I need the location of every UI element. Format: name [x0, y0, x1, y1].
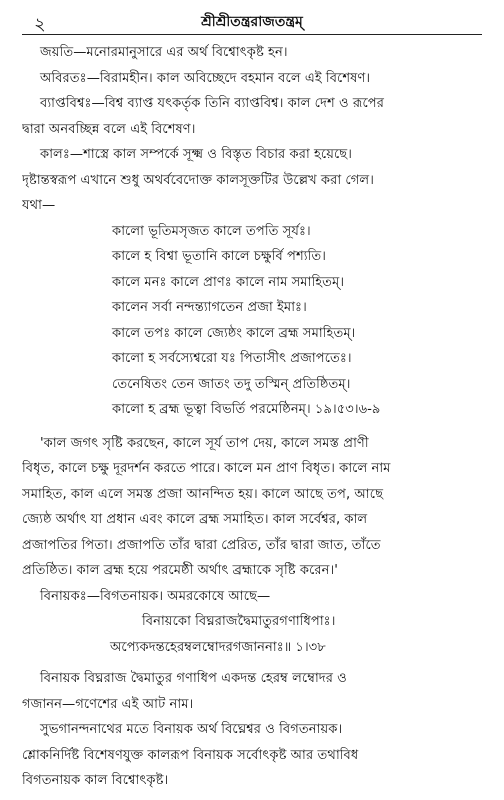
page-header [22, 8, 482, 36]
running-title: শ্রীশ্রীতন্ত্ররাজতন্ত্রম্ [201, 14, 303, 30]
text-line: দৃষ্টান্তস্বরূপ এখানে শুধু অথর্ববেদোক্ত কালসূক্তটির উল্লেখ করা গেল। [22, 172, 374, 188]
text-line: প্রজাপতির পিতা। প্রজাপতি তাঁর দ্বারা প্রেরিত, তাঁর দ্বারা জাত, তাঁতে [22, 537, 381, 553]
text-line: বিনায়কো বিঘ্নরাজদ্বৈমাতুরগণাধিপাঃ। [142, 614, 336, 629]
text-line: 'কাল জগৎ সৃষ্টি করছেন, কালে সূর্য তাপ দেয়, কালে সমস্ত প্রাণী [40, 435, 369, 451]
text-line: বিনায়ক বিঘ্নরাজ দ্বৈমাতুর গণাধিপ একদন্ত হেরম্ব লম্বোদর ও [40, 671, 347, 686]
page-number: ২ [34, 14, 46, 35]
text-line: শ্লোকনির্দিষ্ট বিশেষণযুক্ত কালরূপ বিনায়ক সর্বোৎকৃষ্ট আর তথাবিধ [22, 747, 359, 763]
text-line: দ্বারা অনবচ্ছিন্ন বলে এই বিশেষণ। [22, 121, 196, 137]
text-line: অপ্যেকদন্তহেরম্বলম্বোদরগজাননাঃ॥ ১।৩৮ [110, 639, 326, 655]
text-line: তেনেষিতং তেন জাতং তদু তস্মিন্ প্রতিষ্ঠিতম্। [112, 376, 351, 392]
text-line: কালে তপঃ কালে জ্যেষ্ঠং কালে ব্রহ্ম সমাহিতম্। [112, 325, 356, 341]
header-rule [22, 34, 482, 35]
text-line: কালে মনঃ কালে প্রাণঃ কালে নাম সমাহিতম্। [112, 274, 345, 290]
text-line: অবিরতঃ—বিরামহীন। কাল অবিচ্ছেদে বহমান বলে এই বিশেষণ। [40, 70, 371, 86]
text-line: সুভগানন্দনাথের মতে বিনায়ক অর্থ বিঘ্নেশ্বর ও বিগতনায়ক। [40, 722, 343, 737]
spacer [22, 423, 486, 431]
document-body [22, 40, 486, 794]
text-line: বিধৃত, কালে চক্ষু দূরদর্শন করতে পারে। কালে মন প্রাণ বিধৃত। কালে নাম [22, 461, 391, 476]
text-line: ব্যাপ্তবিশ্বঃ—বিশ্ব ব্যাপ্ত যৎকর্তৃক তিনি ব্যাপ্তবিশ্ব। কাল দেশ ও রূপের [40, 96, 384, 111]
text-line: কালে হ বিশ্বা ভূতানি কালে চক্ষুর্বি পশ্যতি। [112, 249, 326, 264]
text-line: কালো ভূতিমসৃজত কালে তপতি সূর্যঃ। [112, 223, 311, 239]
text-line: বিনায়কঃ—বিগতনায়ক। অমরকোষে আছে— [40, 588, 271, 604]
text-line: কালো হ সর্বস্যেশ্বরো যঃ পিতাসীৎ প্রজাপতেঃ। [112, 351, 352, 366]
text-line: সমাহিত, কাল এলে সমস্ত প্রজা আনন্দিত হয়। কালে আছে তপ, আছে [22, 486, 384, 502]
text-line: প্রতিষ্ঠিত। কাল ব্রহ্ম হয়ে পরমেষ্ঠী অর্থাৎ ব্রহ্মাকে সৃষ্টি করেন।' [22, 563, 338, 578]
text-line: গজানন—গণেশের এই আট নাম। [22, 696, 194, 712]
text-line: জ্যেষ্ঠ অর্থাৎ যা প্রধান এবং কালে ব্রহ্ম সমাহিত। কাল সর্বেশ্বর, কাল [22, 512, 368, 527]
text-line: যথা— [22, 198, 56, 213]
text-line: কালঃ—শাস্ত্রে কাল সম্পর্কে সূক্ষ্ম ও বিস্তৃত বিচার করা হয়েছে। [40, 147, 353, 162]
text-line: কালেন সর্বা নন্দন্ত্যাগতেন প্রজা ইমাঃ। [112, 300, 307, 315]
text-line: বিগতনায়ক কাল বিশ্বোৎকৃষ্ট। [22, 773, 169, 788]
text-line: জয়তি—মনোরমানুসারে এর অর্থ বিশ্বোৎকৃষ্ট হন। [40, 45, 288, 60]
text-line: কালো হ ব্রহ্ম ভূত্বা বিভর্তি পরমেষ্ঠিনম্। ১৯।৫৩।৬-৯ [112, 402, 381, 417]
